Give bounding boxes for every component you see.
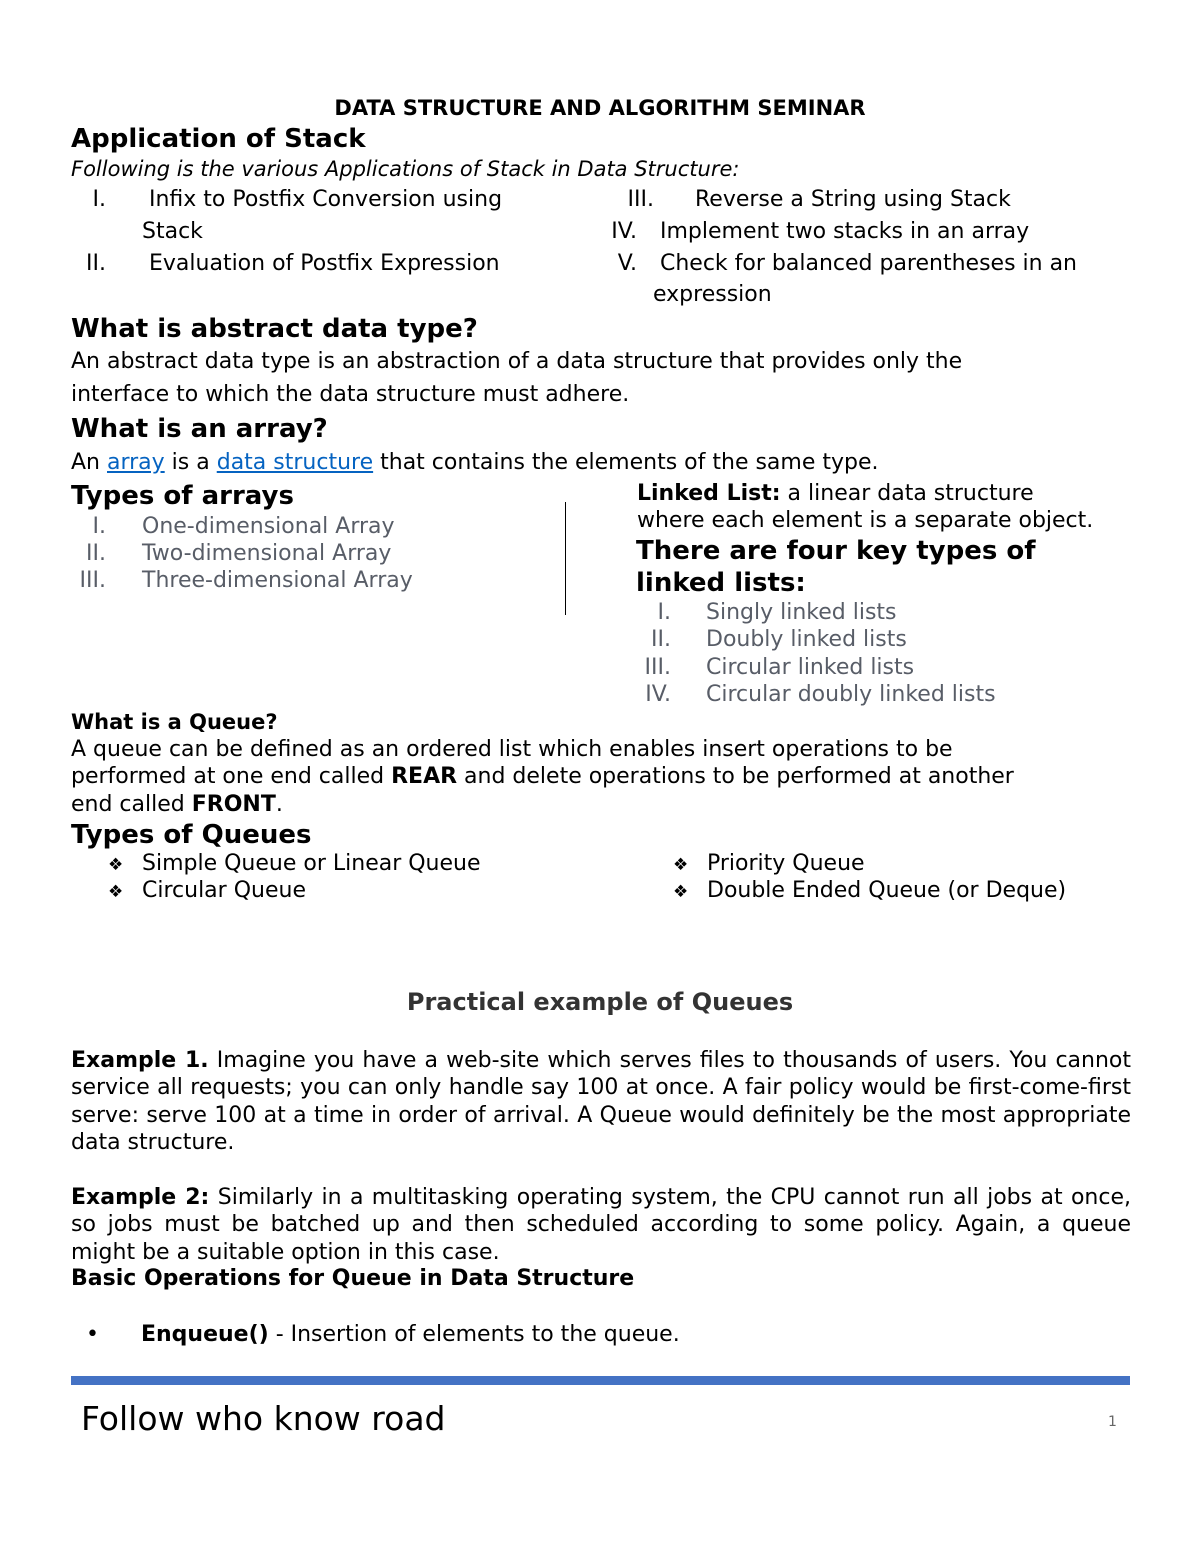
stack-item-label: Implement two stacks in an array (660, 219, 1030, 244)
queue-op-name: Enqueue() (140, 1322, 269, 1347)
queue-op-item (86, 1322, 680, 1347)
linked-list-type-number: II. (651, 627, 671, 652)
array-type-item (72, 568, 413, 593)
stack-item-1 (80, 187, 502, 212)
footer-text: Follow who know road (81, 1399, 446, 1438)
array-type-label: Three-dimensional Array (142, 568, 413, 593)
linked-list-type-label: Circular doubly linked lists (706, 682, 996, 707)
stack-item-5 (609, 251, 1077, 276)
stack-item-number: III. (627, 187, 654, 212)
linked-list-type-item (637, 655, 914, 680)
stack-item-label: Reverse a String using Stack (695, 187, 1011, 212)
linked-list-type-label: Doubly linked lists (706, 627, 907, 652)
diamond-bullet-icon: ❖ (108, 882, 124, 902)
adt-line-2: interface to which the data structure must adhere. (71, 382, 630, 407)
linked-list-type-item (645, 627, 907, 652)
stack-item-1-continuation: Stack (142, 219, 203, 244)
array-def-text: is a (164, 450, 217, 475)
queue-type-item (673, 851, 865, 876)
stack-item-4 (609, 219, 1029, 244)
example-1-label: Example 1. (71, 1048, 209, 1073)
stack-item-number: I. (92, 187, 106, 212)
front-term: FRONT (191, 792, 276, 817)
diamond-bullet-icon: ❖ (673, 882, 689, 902)
queue-type-label: Circular Queue (142, 878, 306, 903)
example-2-label: Example 2: (71, 1185, 210, 1210)
diamond-bullet-icon: ❖ (108, 855, 124, 875)
stack-item-number: II. (86, 251, 106, 276)
array-definition (71, 450, 879, 475)
queue-def-text: performed at one end called (71, 764, 392, 789)
linked-list-type-label: Singly linked lists (706, 600, 897, 625)
queue-def-line-3 (71, 792, 283, 817)
linked-list-definition-line-2: where each element is a separate object. (637, 508, 1094, 533)
queue-def-text: and delete operations to be performed at another (457, 764, 1014, 789)
queue-def-line-1: A queue can be defined as an ordered list which enables insert operations to be (71, 737, 953, 762)
linked-list-types-heading: There are four key types of (636, 536, 1036, 566)
stack-heading: Application of Stack (71, 124, 366, 154)
rear-term: REAR (391, 764, 458, 789)
linked-list-type-number: III. (644, 655, 671, 680)
array-type-item (80, 541, 391, 566)
queue-type-item (108, 851, 481, 876)
queue-type-item (108, 878, 306, 903)
array-type-label: One-dimensional Array (142, 514, 395, 539)
data-structure-link[interactable]: data structure (216, 450, 374, 475)
queue-def-text: end called (71, 792, 192, 817)
queue-op-desc: - Insertion of elements to the queue. (268, 1322, 680, 1347)
queue-type-item (673, 878, 1066, 903)
linked-list-type-label: Circular linked lists (706, 655, 915, 680)
stack-item-2 (80, 251, 500, 276)
adt-heading: What is abstract data type? (71, 314, 478, 344)
stack-intro: Following is the various Applications of Stack in Data Structure: (71, 157, 740, 181)
array-type-label: Two-dimensional Array (142, 541, 392, 566)
array-link[interactable]: array (107, 450, 165, 475)
queue-type-label: Simple Queue or Linear Queue (142, 851, 481, 876)
stack-item-5-continuation: expression (653, 282, 772, 307)
array-type-number: III. (79, 568, 106, 593)
array-heading: What is an array? (71, 414, 328, 444)
linked-list-def: a linear data structure (780, 481, 1034, 506)
array-types-heading: Types of arrays (71, 481, 294, 511)
example-1-paragraph (71, 1047, 1131, 1156)
array-def-text: An (71, 450, 107, 475)
example-2-paragraph (71, 1184, 1131, 1266)
queue-def-text: . (275, 792, 283, 817)
queue-types-heading: Types of Queues (71, 820, 312, 850)
linked-list-type-number: I. (657, 600, 671, 625)
array-type-number: I. (92, 514, 106, 539)
stack-item-3 (618, 187, 1011, 212)
example-2-text: Similarly in a multitasking operating system, the CPU cannot run all jobs at once, so jobs must be batched up and then scheduled according to some policy. Again, a queue might be a suitable option in this case. (71, 1185, 1131, 1265)
bullet-icon: • (86, 1322, 99, 1347)
linked-list-types-heading-2: linked lists: (636, 568, 806, 598)
queue-type-label: Double Ended Queue (or Deque) (707, 878, 1067, 903)
document-title: DATA STRUCTURE AND ALGORITHM SEMINAR (334, 96, 866, 120)
practical-heading: Practical example of Queues (406, 988, 794, 1016)
stack-item-label: Evaluation of Postfix Expression (149, 251, 500, 276)
footer-bar (71, 1376, 1130, 1385)
linked-list-definition-line-1 (637, 481, 1034, 506)
stack-item-label: Check for balanced parentheses in an (660, 251, 1078, 276)
array-type-item (80, 514, 395, 539)
example-1-text: Imagine you have a web-site which serves files to thousands of users. You cannot service all requests; you can only handle say 100 at once. A fair policy would be first-come-first serve: serve 100 at a time in order of arrival. A Queue would definitely be the most appropriate data structure. (71, 1048, 1131, 1155)
stack-item-label: Infix to Postfix Conversion using (149, 187, 503, 212)
queue-heading: What is a Queue? (71, 710, 278, 734)
adt-line-1: An abstract data type is an abstraction of a data structure that provides only the (71, 349, 963, 374)
queue-ops-heading: Basic Operations for Queue in Data Structure (71, 1266, 635, 1291)
array-def-text: that contains the elements of the same type. (373, 450, 879, 475)
queue-type-label: Priority Queue (707, 851, 865, 876)
diamond-bullet-icon: ❖ (673, 855, 689, 875)
queue-def-line-2 (71, 764, 1014, 789)
stack-item-number: V. (617, 251, 637, 276)
page-number: 1 (1108, 1414, 1117, 1430)
stack-item-number: IV. (611, 219, 637, 244)
linked-list-type-item (645, 600, 897, 625)
array-type-number: II. (86, 541, 106, 566)
linked-list-term: Linked List: (637, 481, 781, 506)
column-divider (565, 502, 566, 615)
linked-list-type-item (637, 682, 996, 707)
linked-list-type-number: IV. (645, 682, 671, 707)
